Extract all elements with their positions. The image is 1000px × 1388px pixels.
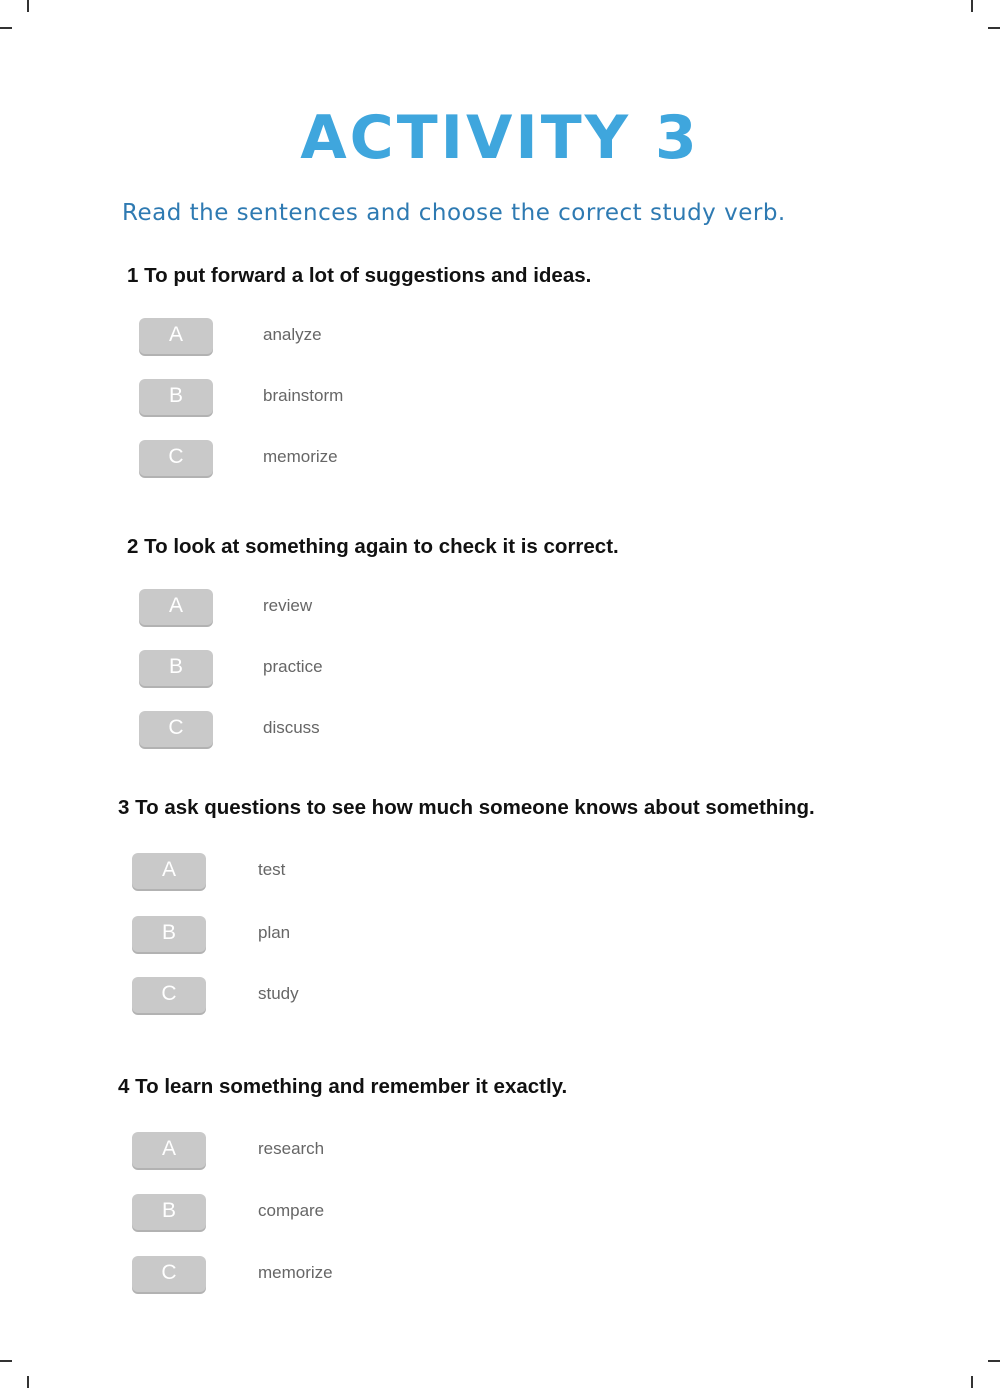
crop-mark-top-left-v [27, 0, 29, 12]
option-c-button[interactable]: C [139, 711, 213, 747]
option-b-text: practice [263, 657, 323, 676]
crop-mark-top-left-h [0, 27, 12, 29]
option-c-text: memorize [263, 447, 338, 466]
option-b-text: plan [258, 923, 291, 942]
option-a-text: test [258, 860, 286, 879]
crop-mark-top-right-h [988, 27, 1000, 29]
option-a-button[interactable]: A [139, 589, 213, 625]
option-c-text: study [258, 984, 299, 1003]
crop-mark-bottom-right-v [971, 1376, 973, 1388]
option-b-button[interactable]: B [139, 379, 213, 415]
option-c-button[interactable]: C [132, 1256, 206, 1292]
option-a-button[interactable]: A [132, 1132, 206, 1168]
option-b-button[interactable]: B [132, 1194, 206, 1230]
instruction-text: Read the sentences and choose the correct study verb. [122, 200, 786, 226]
option-a-button[interactable]: A [132, 853, 206, 889]
question-1-text: 1 To put forward a lot of suggestions and ideas. [127, 264, 592, 287]
page-title: ACTIVITY 3 [300, 103, 700, 173]
option-b-text: compare [258, 1201, 325, 1220]
question-4-text: 4 To learn something and remember it exactly. [118, 1075, 568, 1098]
option-b-text: brainstorm [263, 386, 344, 405]
option-a-button[interactable]: A [139, 318, 213, 354]
option-b-button[interactable]: B [132, 916, 206, 952]
option-c-text: memorize [258, 1263, 333, 1282]
option-a-text: review [263, 596, 313, 615]
option-a-text: research [258, 1139, 325, 1158]
crop-mark-bottom-right-h [988, 1360, 1000, 1362]
question-3-text: 3 To ask questions to see how much someone knows about something. [118, 796, 815, 819]
crop-mark-bottom-left-v [27, 1376, 29, 1388]
option-c-text: discuss [263, 718, 320, 737]
crop-mark-top-right-v [971, 0, 973, 12]
option-b-button[interactable]: B [139, 650, 213, 686]
option-a-text: analyze [263, 325, 322, 344]
option-c-button[interactable]: C [132, 977, 206, 1013]
question-2-text: 2 To look at something again to check it is correct. [127, 535, 619, 558]
crop-mark-bottom-left-h [0, 1360, 12, 1362]
option-c-button[interactable]: C [139, 440, 213, 476]
